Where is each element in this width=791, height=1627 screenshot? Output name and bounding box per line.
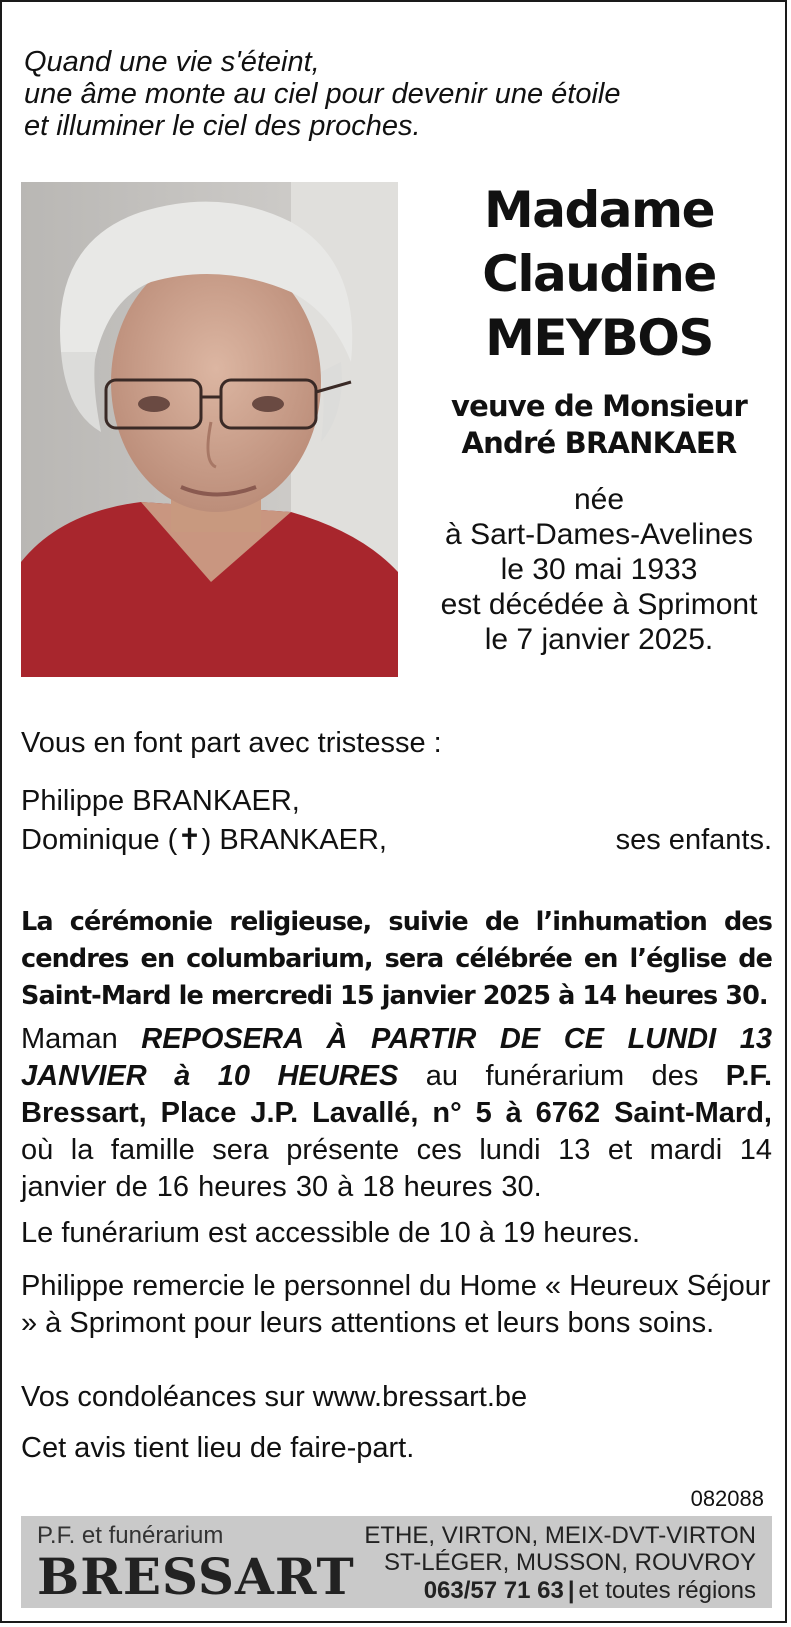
faire-part-text: Cet avis tient lieu de faire-part.: [21, 1432, 415, 1464]
birth-place: à Sart-Dames-Avelines: [445, 518, 753, 551]
funeral-home-locations: ETHE, VIRTON, MEIX-DVT-VIRTON: [364, 1522, 756, 1549]
funeral-home-banner: [21, 1516, 772, 1608]
deceased-info: [414, 178, 784, 657]
funeral-home-brand: [37, 1522, 355, 1604]
visitation-venue: P.F. Bressart, Place J.P. Lavallé, n° 5 à 6762 Saint-Mard,: [21, 1060, 773, 1129]
poem-line: une âme monte au ciel pour devenir une étoile: [24, 78, 621, 110]
thanks-text: Philippe remercie le personnel du Home « Heureux Séjour » à Sprimont pour leurs attentions et leurs bons soins.: [21, 1270, 771, 1339]
funeral-home-logo: BRESSART: [37, 1547, 355, 1606]
poem-line: Quand une vie s'éteint,: [24, 46, 320, 78]
deceased-title: Madame: [483, 181, 715, 239]
separator: |: [567, 1577, 575, 1604]
reference-number: 082088: [690, 1486, 764, 1511]
regions-text: et toutes régions: [578, 1577, 756, 1604]
poem-line: et illuminer le ciel des proches.: [24, 110, 421, 142]
list-item: [21, 782, 772, 821]
spouse-line: veuve de Monsieur: [450, 389, 748, 423]
birth-date: le 30 mai 1933: [500, 553, 698, 586]
children-relation: ses enfants.: [615, 824, 772, 856]
funeral-home-contact: [364, 1522, 756, 1605]
birth-line: née: [573, 483, 625, 516]
deceased-last-name: MEYBOS: [485, 309, 713, 367]
children-list: [21, 782, 772, 860]
funeral-home-phone-row: [364, 1576, 756, 1605]
phone-number: 063/57 71 63: [423, 1577, 564, 1604]
birth-death-info: [414, 482, 784, 657]
funeral-home-label: P.F. et funérarium: [37, 1522, 224, 1549]
funerarium-hours: Le funérarium est accessible de 10 à 19 heures.: [21, 1217, 641, 1249]
announce-text: Vous en font part avec tristesse :: [21, 727, 442, 759]
spouse-info: [414, 388, 784, 462]
visitation-prefix: Maman: [21, 1023, 118, 1055]
deceased-portrait-photo: [21, 182, 398, 677]
visitation-suffix: où la famille sera présente ces lundi 13 et mardi 14 janvier de 16 heures 30 à 18 heures 30.: [21, 1134, 772, 1203]
spouse-name: André BRANKAER: [461, 426, 737, 460]
list-item: [21, 821, 772, 860]
visitation-middle: au funérarium des: [425, 1060, 699, 1092]
child-name: Dominique (✝) BRANKAER,: [21, 824, 387, 856]
death-date: le 7 janvier 2025.: [484, 623, 714, 656]
poem: [24, 46, 764, 142]
deceased-first-name: Claudine: [482, 245, 716, 303]
ceremony-text: La cérémonie religieuse, suivie de l’inhumation des cendres en columbarium, sera célébrée en l’église de Saint-Mard le mercredi 15 janvier 2025 à 14 heures 30.: [21, 907, 772, 1011]
child-name: Philippe BRANKAER,: [21, 785, 300, 817]
visitation-time: REPOSERA À PARTIR DE CE LUNDI 13 JANVIER à 10 HEURES: [21, 1023, 772, 1092]
condolences-text: Vos condoléances sur www.bressart.be: [21, 1381, 528, 1413]
visitation-text: [21, 1021, 772, 1206]
death-place: est décédée à Sprimont: [440, 588, 758, 621]
funeral-home-locations: ST-LÉGER, MUSSON, ROUVROY: [383, 1549, 756, 1576]
